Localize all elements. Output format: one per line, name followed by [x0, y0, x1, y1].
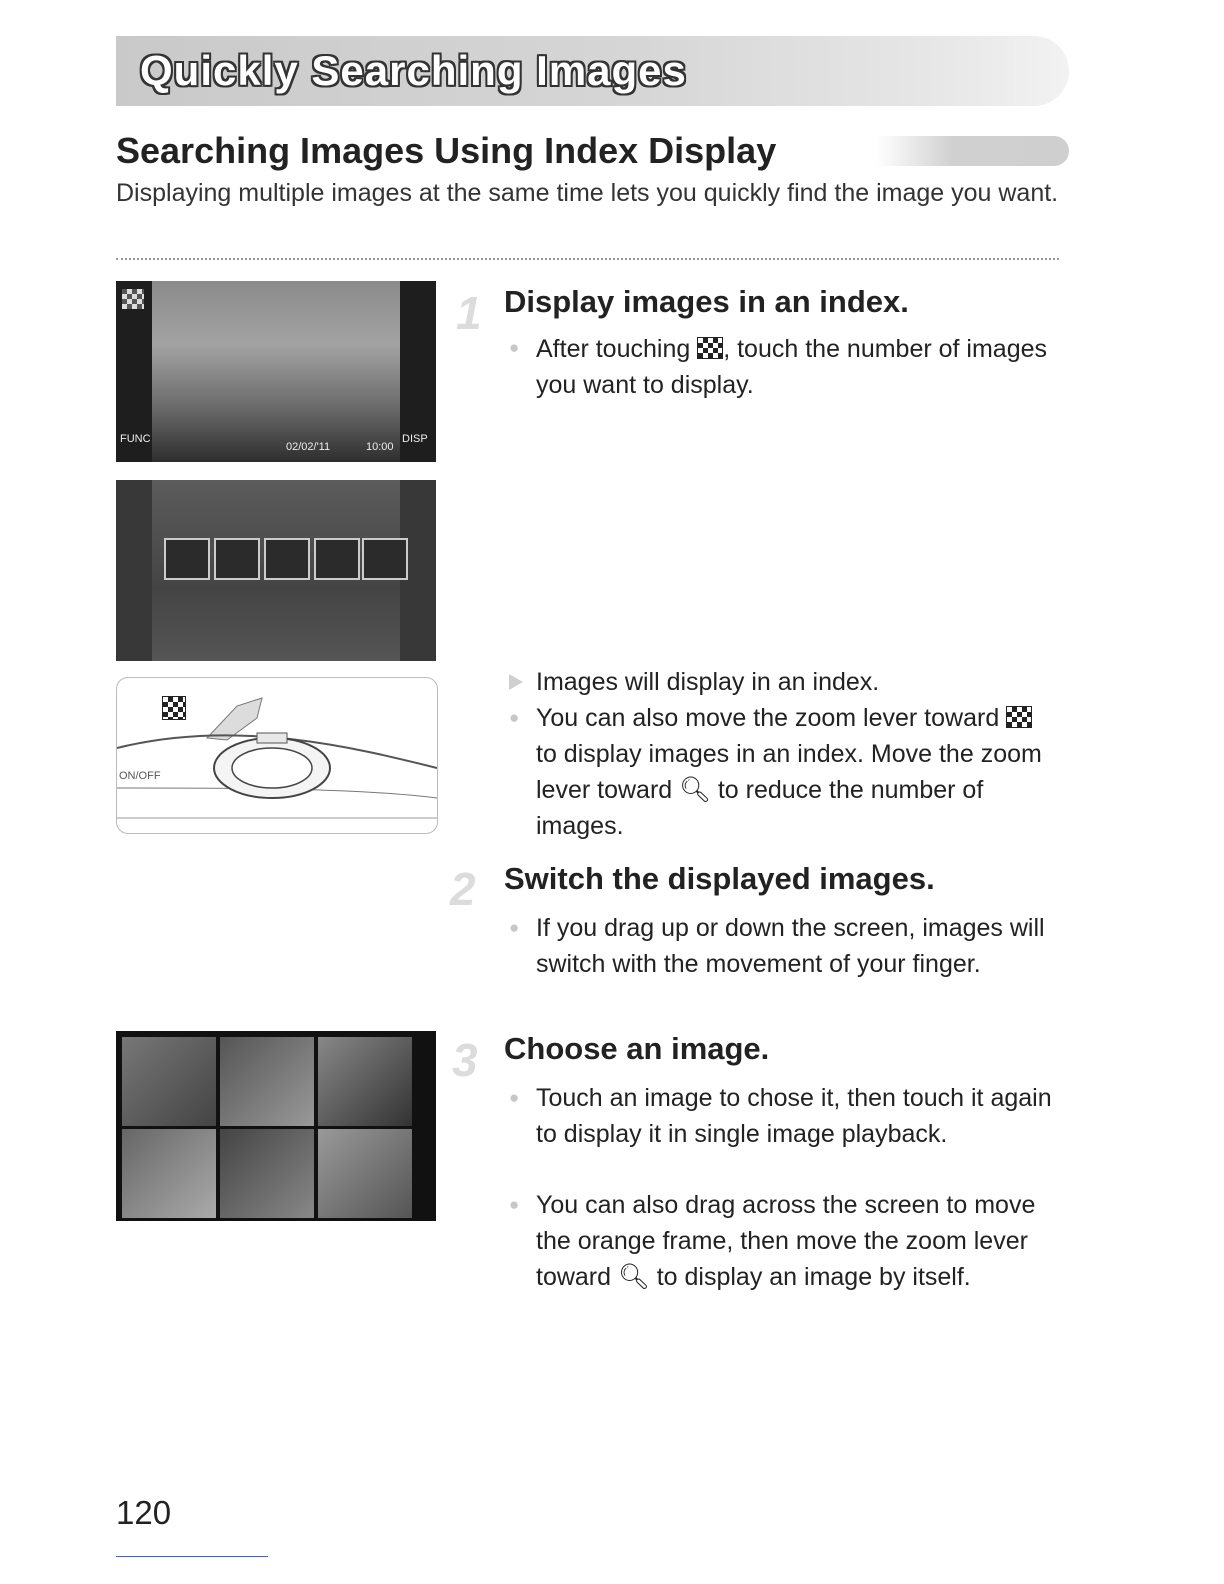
- page-number: 120: [116, 1494, 172, 1531]
- index-option-2: [214, 538, 260, 580]
- index-display-icon: [122, 289, 144, 309]
- camera-zoom-illustration: [116, 677, 438, 834]
- index-option-5: [362, 538, 408, 580]
- dotted-divider: [116, 258, 1059, 260]
- thumbnail: [220, 1129, 314, 1218]
- step1-note-a: You can also move the zoom lever toward: [536, 704, 1000, 732]
- step3-instruction-1: Touch an image to chose it, then touch it again to display it in single image playback.: [536, 1084, 1052, 1148]
- index-options-screen-image: [116, 480, 436, 661]
- bullet-dot: ●: [509, 918, 520, 937]
- thumbnail: [220, 1037, 314, 1126]
- step1-instruction: [536, 331, 1056, 403]
- camera-body-drawing: [117, 678, 437, 833]
- intro-text: Displaying multiple images at the same time lets you quickly find the image you want.: [116, 179, 1059, 207]
- func-label: FUNC: [120, 433, 151, 445]
- step1-text-b: , touch the number of images you want to display.: [536, 335, 1048, 399]
- heading-arrow-decoration: [876, 136, 1069, 166]
- section-heading-text: Searching Images Using Index Display: [116, 130, 777, 171]
- step1-text-a: After touching: [536, 335, 691, 363]
- time-text: 10:00: [366, 441, 394, 453]
- left-sidebar: [116, 281, 152, 462]
- page-title: Quickly Searching Images: [140, 47, 687, 94]
- index-option-3: [264, 538, 310, 580]
- step1-note-c: to reduce the number of images.: [536, 776, 984, 840]
- step2-instruction: If you drag up or down the screen, images will switch with the movement of your finger.: [536, 914, 1045, 978]
- playback-screen-image: [116, 281, 436, 462]
- step1-result: Images will display in an index.: [536, 668, 880, 696]
- step-number-2: 2: [450, 863, 476, 915]
- onoff-label: ON/OFF: [119, 770, 161, 782]
- thumbnail: [318, 1037, 412, 1126]
- step3-text-a: You can also drag across the screen to move the orange frame, then move the zoom lever toward: [536, 1191, 1036, 1291]
- index-option-4: [314, 538, 360, 580]
- bullet-dot: ●: [509, 1088, 520, 1107]
- index-display-icon: [697, 337, 723, 359]
- date-text: 02/02/'11: [286, 441, 331, 453]
- disp-label: DISP: [402, 433, 428, 445]
- step1-note-b: to display images in an index. Move the zoom lever toward: [536, 740, 1042, 804]
- step-title-1: Display images in an index.: [504, 284, 909, 319]
- magnify-icon: 🔍︎: [679, 776, 711, 804]
- right-sidebar: [400, 281, 436, 462]
- thumbnail: [318, 1129, 412, 1218]
- magnify-icon: 🔍︎: [618, 1263, 650, 1291]
- bullet-dot: ●: [509, 708, 520, 727]
- step-title-2: Switch the displayed images.: [504, 861, 935, 896]
- step-title-3: Choose an image.: [504, 1031, 770, 1066]
- bullet-dot: ●: [509, 1195, 520, 1214]
- result-arrow-icon: [509, 674, 523, 690]
- thumbnail: [122, 1037, 216, 1126]
- step3-instruction-2: [536, 1187, 1056, 1295]
- step-number-1: 1: [456, 287, 482, 339]
- bullet-dot: ●: [509, 338, 520, 357]
- step-number-3: 3: [452, 1034, 478, 1086]
- index-grid-screen-image: [116, 1031, 436, 1221]
- step3-text-b: to display an image by itself.: [656, 1263, 971, 1291]
- thumbnail: [122, 1129, 216, 1218]
- footer-line: [116, 1556, 268, 1557]
- step1-note: [536, 700, 1056, 844]
- index-option-1: [164, 538, 210, 580]
- section-heading: [116, 128, 1069, 176]
- index-display-icon: [1006, 706, 1032, 728]
- page-title-bar: [116, 36, 1069, 106]
